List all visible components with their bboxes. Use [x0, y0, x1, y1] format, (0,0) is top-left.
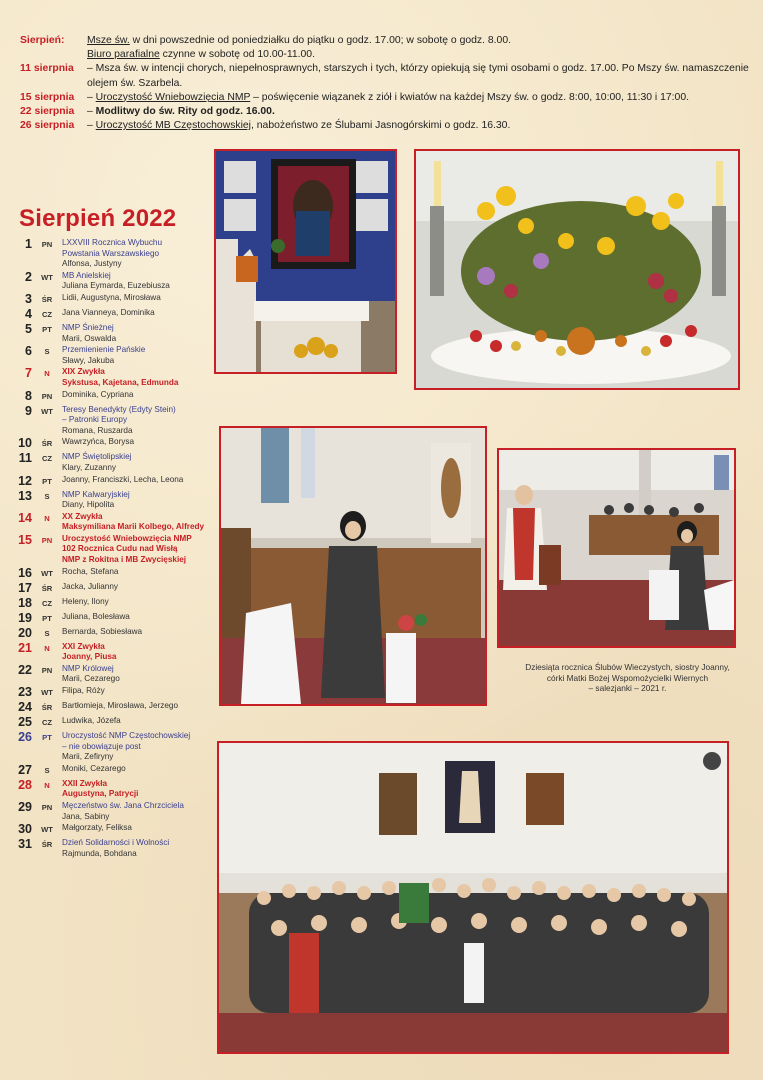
announcement-fragment: – poświęcenie wiązanek z ziół i kwiatów na każdej Mszy św. o godz. 8:00, 10:00, 11:30 i 17:00. — [250, 91, 689, 103]
calendar-day — [10, 641, 215, 663]
day-entries — [62, 822, 215, 834]
day-number: 31 — [18, 837, 32, 852]
day-number: 24 — [18, 700, 32, 715]
calendar-day — [10, 700, 215, 715]
photo-group-image — [219, 743, 727, 1052]
calendar-day — [10, 685, 215, 700]
feast-name: NMP Kalwaryjskiej — [62, 489, 130, 499]
day-entries — [62, 533, 215, 566]
day-number: 23 — [18, 685, 32, 700]
day-number: 12 — [18, 473, 32, 488]
day-number: 21 — [18, 640, 32, 655]
day-entries — [62, 566, 215, 578]
feast-name: Uroczystość Wniebowzięcia NMP — [62, 533, 192, 543]
photo-sister-church-image — [221, 428, 485, 704]
announcement-text — [87, 48, 750, 62]
day-of-week: CZ — [41, 598, 53, 608]
feast-name: Dzień Solidarności i Wolności — [62, 838, 170, 848]
photo-harvest-flowers — [414, 149, 740, 390]
name-day: Klary, Zuzanny — [62, 462, 116, 472]
name-day: Rocha, Stefana — [62, 566, 119, 576]
day-entries — [62, 489, 215, 511]
name-day: Jacka, Julianny — [62, 581, 118, 591]
day-of-week: PN — [41, 391, 53, 401]
name-day: Juliana, Bolesława — [62, 611, 130, 621]
day-number: 26 — [18, 730, 32, 745]
announcement-fragment: w dni powszednie od poniedziałku do piątku o godz. 17.00; w sobotę o godz. 8.00. — [129, 35, 511, 46]
feast-name: 102 Rocznica Cudu nad Wisłą — [62, 544, 178, 554]
day-of-week: PT — [42, 476, 52, 486]
day-of-week: S — [44, 491, 50, 501]
day-entries — [62, 763, 215, 775]
day-of-week: S — [44, 765, 50, 775]
photo-altar-icon — [214, 149, 397, 374]
calendar-day — [10, 566, 215, 581]
name-day: Rajmunda, Bohdana — [62, 848, 137, 858]
announcement-date: Sierpień: — [20, 35, 65, 46]
day-of-week: ŚR — [41, 703, 53, 713]
feast-name: MB Anielskiej — [62, 270, 111, 280]
calendar-day — [10, 596, 215, 611]
day-of-week: N — [44, 643, 50, 653]
day-number: 10 — [18, 436, 32, 451]
day-number: 3 — [25, 291, 32, 306]
announcement-fragment: czynne w sobotę od 10.00-11.00. — [159, 49, 315, 61]
announcements — [20, 34, 750, 133]
feast-name: Uroczystość NMP Częstochowskiej — [62, 731, 191, 741]
calendar-day — [10, 778, 215, 800]
day-of-week: N — [44, 780, 50, 790]
name-day: Jana Vianneya, Dominika — [62, 307, 155, 317]
day-entries — [62, 700, 215, 712]
day-entries — [62, 474, 215, 486]
announcement-text — [87, 119, 750, 133]
caption-line: Dziesiąta rocznica Ślubów Wieczystych, siostry Joanny, — [525, 662, 730, 672]
announcement-date: 22 sierpnia — [20, 106, 75, 118]
feast-name: NMP z Rokitna i MB Zwycięskiej — [62, 555, 187, 565]
name-day: Bernarda, Sobiesława — [62, 626, 143, 636]
feast-name: Teresy Benedykty (Edyty Stein) — [62, 404, 176, 414]
day-number: 15 — [18, 532, 32, 547]
calendar-day — [10, 307, 215, 322]
calendar-day — [10, 436, 215, 451]
day-number: 30 — [18, 822, 32, 837]
day-number: 20 — [18, 625, 32, 640]
day-entries — [62, 641, 215, 663]
name-day: Wawrzyńca, Borysa — [62, 437, 135, 447]
name-day: Marii, Cezarego — [62, 674, 120, 684]
announcement-fragment: , nabożeństwo ze Ślubami Jasnogórskimi o godz. 16.30. — [251, 120, 511, 132]
day-of-week: PN — [41, 803, 53, 812]
name-day: Jana, Sabiny — [62, 811, 110, 821]
day-number: 8 — [25, 388, 32, 403]
day-entries — [62, 730, 215, 763]
calendar-day — [10, 837, 215, 859]
calendar-day — [10, 715, 215, 730]
name-day: Maksymiliana Marii Kolbego, Alfredy — [62, 522, 205, 532]
name-day: Romana, Ruszarda — [62, 425, 133, 435]
day-number: 5 — [25, 321, 32, 336]
day-entries — [62, 611, 215, 623]
day-entries — [62, 237, 215, 270]
announcement-link[interactable]: Uroczystość Wniebowzięcia NMP — [95, 91, 251, 103]
name-day: Lidii, Augustyna, Mirosława — [62, 292, 161, 302]
name-day: Marii, Oswalda — [62, 333, 117, 343]
photo-group — [217, 741, 729, 1054]
day-entries — [62, 270, 215, 292]
day-number: 4 — [25, 306, 32, 321]
announcement-fragment: – — [87, 91, 96, 103]
announcement-item — [20, 91, 750, 105]
photo-priest-sister-image — [499, 450, 734, 646]
announcement-link[interactable]: Msze św. — [87, 35, 130, 46]
calendar-day — [10, 511, 215, 533]
calendar-day — [10, 404, 215, 437]
feast-name: NMP Świętolipskiej — [62, 452, 132, 462]
day-entries — [62, 511, 215, 533]
day-entries — [62, 581, 215, 593]
day-number: 22 — [18, 662, 32, 677]
calendar-day — [10, 611, 215, 626]
name-day: Sławy, Jakuba — [62, 355, 115, 365]
calendar-day — [10, 451, 215, 473]
day-number: 28 — [18, 777, 32, 792]
day-of-week: PN — [41, 240, 53, 249]
announcement-text — [87, 105, 750, 119]
day-number: 27 — [18, 762, 32, 777]
announcement-date: 15 sierpnia — [20, 91, 75, 103]
name-day: Marii, Zefiryny — [62, 752, 114, 762]
day-entries — [62, 404, 215, 437]
name-day: Heleny, Ilony — [62, 596, 109, 606]
name-day: Joanny, Franciszki, Lecha, Leona — [62, 474, 184, 484]
announcement-item — [20, 48, 750, 62]
day-entries — [62, 800, 215, 822]
calendar-day — [10, 389, 215, 404]
feast-name: Powstania Warszawskiego — [62, 248, 160, 258]
calendar-day — [10, 822, 215, 837]
announcement-text — [87, 91, 750, 105]
name-day: Diany, Hipolita — [62, 500, 115, 510]
day-number: 7 — [25, 366, 32, 381]
day-entries — [62, 596, 215, 608]
feast-name: XXII Zwykła — [62, 778, 108, 788]
day-of-week: PT — [42, 613, 52, 623]
day-of-week: CZ — [41, 309, 53, 319]
day-of-week: ŚR — [41, 439, 53, 449]
day-number: 17 — [18, 580, 32, 595]
name-day: Sykstusa, Kajetana, Edmunda — [62, 377, 179, 387]
day-of-week: WT — [41, 688, 53, 698]
feast-name: XXI Zwykła — [62, 641, 105, 651]
calendar-day — [10, 663, 215, 685]
announcement-item — [20, 119, 750, 133]
announcement-item — [20, 105, 750, 119]
calendar-day — [10, 366, 215, 388]
announcement-text — [87, 34, 750, 48]
day-number: 9 — [25, 403, 32, 418]
day-entries — [62, 292, 215, 304]
photo-harvest-flowers-image — [416, 151, 738, 388]
calendar-list — [10, 237, 215, 859]
day-entries — [62, 626, 215, 638]
day-of-week: WT — [41, 272, 53, 282]
name-day: Joanny, Piusa — [62, 652, 117, 662]
calendar-day — [10, 237, 215, 270]
feast-name: NMP Śnieżnej — [62, 322, 114, 332]
caption-line: córki Matki Bożej Wspomożycielki Wiernych — [546, 672, 709, 683]
calendar-day — [10, 292, 215, 307]
feast-name: – Patronki Europy — [62, 415, 128, 425]
day-number: 2 — [25, 269, 32, 284]
day-of-week: PT — [42, 324, 52, 334]
photo-altar-icon-image — [216, 151, 395, 372]
day-number: 1 — [25, 237, 32, 251]
announcement-date — [20, 48, 87, 62]
announcement-fragment: – — [87, 120, 96, 132]
day-of-week: WT — [41, 568, 53, 578]
feast-name: XX Zwykła — [62, 511, 103, 521]
announcement-link[interactable]: Biuro parafialne — [87, 49, 160, 61]
day-entries — [62, 307, 215, 319]
day-of-week: PN — [41, 535, 53, 545]
calendar-day — [10, 581, 215, 596]
day-of-week: PT — [42, 733, 52, 743]
day-of-week: CZ — [41, 718, 53, 728]
month-title: Sierpień 2022 — [19, 205, 177, 232]
day-of-week: S — [44, 347, 50, 357]
day-entries — [62, 344, 215, 366]
day-of-week: ŚR — [41, 583, 53, 593]
feast-name: LXXVIII Rocznica Wybuchu — [62, 238, 163, 247]
calendar-day — [10, 730, 215, 763]
feast-name: XIX Zwykła — [62, 367, 105, 377]
photo-priest-sister — [497, 448, 736, 648]
photo-sister-church — [219, 426, 487, 706]
day-entries — [62, 715, 215, 727]
day-entries — [62, 685, 215, 697]
name-day: Małgorzaty, Feliksa — [62, 823, 132, 833]
announcement-fragment: – — [87, 106, 96, 118]
day-of-week: WT — [41, 825, 53, 835]
feast-name: Męczeństwo św. Jana Chrzciciela — [62, 801, 184, 810]
calendar-day — [10, 489, 215, 511]
announcement-fragment: – Msza św. w intencji chorych, niepełnosprawnych, starszych i tych, którzy opiekują się tymi osobami o godz. 17.00. Po Mszy św. namaszczenie olejem św. Szarbela. — [87, 63, 749, 89]
announcement-date: 26 sierpnia — [20, 120, 75, 132]
name-day: Filipa, Róży — [62, 686, 105, 696]
day-entries — [62, 389, 215, 401]
calendar-day — [10, 322, 215, 344]
name-day: Moniki, Cezarego — [62, 763, 126, 773]
day-number: 13 — [18, 488, 32, 503]
announcement-date: 11 sierpnia — [20, 63, 74, 75]
caption-line: – salezjanki – 2021 r. — [588, 683, 667, 693]
announcement-fragment: Modlitwy do św. Rity od godz. 16.00. — [95, 106, 275, 118]
day-number: 18 — [18, 595, 32, 610]
day-number: 6 — [25, 344, 32, 359]
name-day: Augustyna, Patrycji — [62, 789, 139, 799]
day-number: 19 — [18, 610, 32, 625]
day-entries — [62, 837, 215, 859]
name-day: Ludwika, Józefa — [62, 716, 121, 726]
name-day: Juliana Eymarda, Euzebiusza — [62, 281, 170, 291]
day-number: 29 — [18, 800, 32, 814]
announcement-item — [20, 62, 750, 90]
day-number: 25 — [18, 715, 32, 730]
feast-name: Przemienienie Pańskie — [62, 345, 146, 355]
day-of-week: N — [44, 513, 50, 523]
day-entries — [62, 436, 215, 448]
day-entries — [62, 451, 215, 473]
day-of-week: CZ — [41, 454, 53, 464]
day-number: 11 — [18, 451, 32, 466]
day-entries — [62, 322, 215, 344]
calendar-day — [10, 800, 215, 822]
day-number: 16 — [18, 565, 32, 580]
day-number: 14 — [18, 510, 32, 525]
day-entries — [62, 663, 215, 685]
announcement-text — [87, 62, 750, 90]
calendar-day — [10, 626, 215, 641]
feast-name: NMP Królowej — [62, 663, 114, 673]
day-of-week: WT — [41, 406, 53, 416]
calendar-day — [10, 533, 215, 566]
day-of-week: PN — [41, 665, 53, 675]
announcement-item — [20, 34, 750, 48]
day-of-week: ŚR — [41, 840, 53, 850]
day-of-week: S — [44, 628, 50, 638]
calendar-day — [10, 270, 215, 292]
calendar-day — [10, 344, 215, 366]
photo-caption — [500, 662, 755, 694]
name-day: Dominika, Cypriana — [62, 389, 134, 399]
name-day: Bartłomieja, Mirosława, Jerzego — [62, 701, 179, 711]
calendar-day — [10, 763, 215, 778]
day-of-week: ŚR — [41, 294, 53, 304]
calendar-day — [10, 474, 215, 489]
day-entries — [62, 366, 215, 388]
name-day: Alfonsa, Justyny — [62, 259, 122, 269]
feast-name: – nie obowiązuje post — [62, 741, 141, 751]
day-of-week: N — [44, 369, 50, 379]
announcement-link[interactable]: Uroczystość MB Częstochowskiej — [95, 120, 251, 132]
day-entries — [62, 778, 215, 800]
